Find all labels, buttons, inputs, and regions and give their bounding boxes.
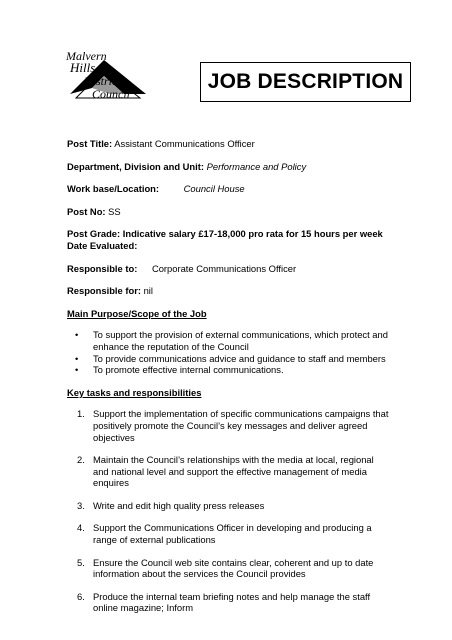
key-tasks-list [67, 408, 397, 614]
responsible-to-value: Corporate Communications Officer [151, 262, 297, 274]
task-number: 5. [77, 556, 85, 568]
job-description-heading-box [200, 62, 411, 102]
logo-word-malvern: Malvern [66, 49, 107, 63]
main-purpose-list [67, 329, 397, 375]
responsible-for-label: Responsible for: [67, 285, 141, 297]
document-body [67, 138, 397, 625]
task-line: and national level and support the effective management of media [93, 465, 367, 477]
work-base-value: Council House [183, 183, 245, 195]
council-logo [62, 48, 152, 108]
main-purpose-heading: Main Purpose/Scope of the Job [67, 307, 207, 319]
task-line: information about the services the Council provides [93, 568, 306, 580]
task-line: Write and edit high quality press releases [93, 499, 265, 511]
post-title-label: Post Title: [67, 138, 113, 149]
responsible-for-row [67, 285, 397, 297]
purpose-item-1: To support the provision of external communications, which protect and enhance the reputation of the Council [93, 329, 388, 352]
task-line: objectives [93, 431, 135, 443]
department-row [67, 161, 397, 173]
task-line: positively promote the Council’s key messages and deliver agreed [93, 419, 368, 431]
task-line: Support the Communications Officer in developing and producing a [93, 522, 372, 534]
post-no-row [67, 206, 397, 218]
page-title: JOB DESCRIPTION [207, 70, 404, 93]
task-line: Support the implementation of specific communications campaigns that [93, 408, 389, 420]
responsible-for-value: nil [143, 285, 153, 297]
task-number: 2. [77, 454, 85, 466]
purpose-item-3: To promote effective internal communications. [93, 364, 284, 376]
post-grade-value: Indicative salary £17-18,000 pro rata for 15 hours per week [122, 228, 383, 240]
post-no-label: Post No: [67, 205, 106, 217]
task-number: 1. [77, 408, 85, 420]
post-grade-row [67, 228, 397, 251]
post-no-value: SS [108, 205, 121, 217]
task-number: 4. [77, 522, 85, 534]
logo-word-council: Council [92, 87, 130, 101]
list-item [67, 500, 397, 512]
task-line: Produce the internal team briefing notes and help manage the staff [93, 590, 371, 602]
department-value: Performance and Policy [206, 160, 307, 172]
work-base-row [67, 183, 397, 195]
logo-word-hills: Hills [70, 60, 96, 75]
work-base-label: Work base/Location: [67, 183, 160, 195]
task-number: 6. [77, 590, 85, 602]
list-item [67, 591, 397, 614]
post-grade-label: Post Grade: [67, 228, 121, 240]
list-item [67, 364, 397, 376]
list-item [67, 522, 397, 545]
responsible-to-label: Responsible to: [67, 262, 138, 274]
date-evaluated-label: Date Evaluated: [67, 239, 138, 251]
task-line: Maintain the Council’s relationships with the media at local, regional [93, 454, 374, 466]
list-item [67, 353, 397, 365]
responsible-to-row [67, 263, 397, 275]
list-item [67, 329, 397, 352]
purpose-item-2: To provide communications advice and guidance to staff and members [93, 352, 386, 364]
task-line: Ensure the Council web site contains clear, coherent and up to date [93, 556, 374, 568]
list-item [67, 557, 397, 580]
list-item [67, 408, 397, 443]
department-label: Department, Division and Unit: [67, 160, 204, 172]
task-line: online magazine; Inform [93, 602, 194, 614]
list-item [67, 454, 397, 489]
logo-word-district: District [84, 74, 121, 88]
task-line: range of external publications [93, 534, 216, 546]
post-title-value: Assistant Communications Officer [114, 138, 255, 149]
task-line: enquires [93, 477, 129, 489]
task-number: 3. [77, 499, 85, 511]
post-title-row [67, 138, 397, 150]
key-tasks-heading: Key tasks and responsibilities [67, 386, 202, 398]
